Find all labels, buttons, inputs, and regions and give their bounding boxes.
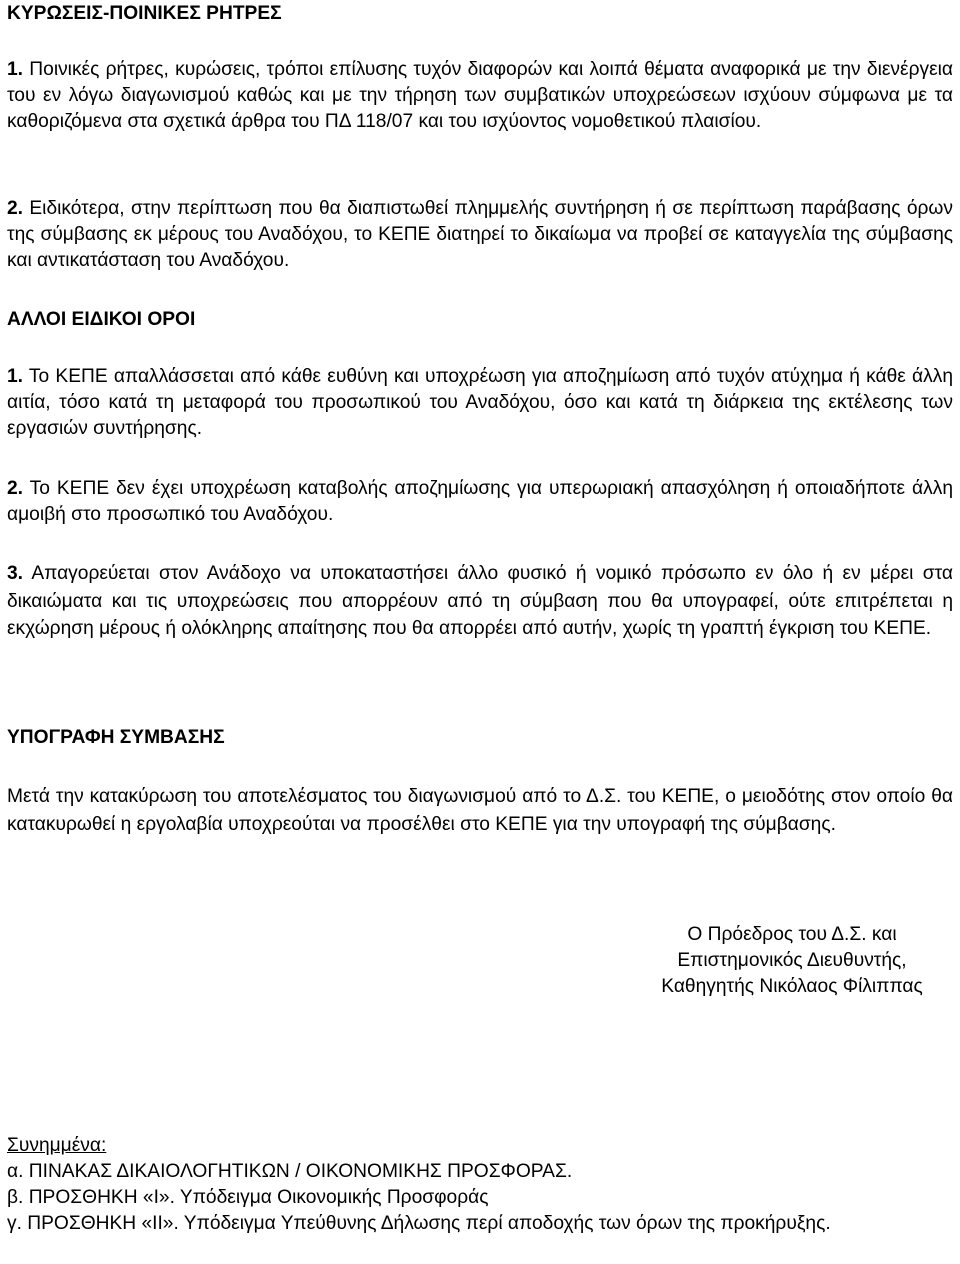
attachments-list (7, 1133, 953, 1237)
section-title-sanctions: ΚΥΡΩΣΕΙΣ-ΠΟΙΝΙΚΕΣ ΡΗΤΡΕΣ (7, 3, 282, 24)
signature-line-3: Καθηγητής Νικόλαος Φίλιππας (661, 976, 923, 997)
paragraph-number: 1. (7, 59, 24, 80)
sanctions-paragraph-2 (7, 196, 953, 274)
paragraph-text: Ποινικές ρήτρες, κυρώσεις, τρόποι επίλυσης τυχόν διαφορών και λοιπά θέματα αναφορικά με την διενέργεια του εν λόγω διαγωνισμού καθώς και με την τήρηση των συμβατικών υποχρεώσεων ισχύουν σύμφωνα με τα καθοριζόμενα στα σχετικά άρθρα του ΠΔ 118/07 και του ισχύοντος νομοθετικού πλαισίου. (7, 59, 953, 132)
paragraph-number: 2. (7, 198, 24, 219)
paragraph-number: 3. (7, 563, 24, 584)
other-terms-paragraph-2 (7, 476, 953, 528)
signature-block (627, 922, 957, 1000)
signature-line-2: Επιστημονικός Διευθυντής, (677, 950, 907, 971)
paragraph-text: Ειδικότερα, στην περίπτωση που θα διαπιστωθεί πλημμελής συντήρηση ή σε περίπτωση παράβασης όρων της σύμβασης εκ μέρους του Αναδόχου, το ΚΕΠΕ διατηρεί το δικαίωμα να προβεί σε καταγγελία της σύμβασης και αντικατάσταση του Αναδόχου. (7, 198, 953, 271)
attachments-title: Συνημμένα: (7, 1135, 107, 1156)
paragraph-number: 2. (7, 478, 24, 499)
paragraph-number: 1. (7, 366, 24, 387)
signature-line-1: Ο Πρόεδρος του Δ.Σ. και (687, 924, 897, 945)
sanctions-paragraph-1 (7, 57, 953, 135)
attachment-item: γ. ΠΡΟΣΘΗΚΗ «ΙΙ». Υπόδειγμα Υπεύθυνης Δήλωσης περί αποδοχής των όρων της προκήρυξης. (7, 1213, 831, 1234)
other-terms-paragraph-1 (7, 364, 953, 442)
attachment-item: β. ΠΡΟΣΘΗΚΗ «Ι». Υπόδειγμα Οικονομικής Προσφοράς (7, 1187, 489, 1208)
paragraph-text: Το ΚΕΠΕ απαλλάσσεται από κάθε ευθύνη και υποχρέωση για αποζημίωση από τυχόν ατύχημα ή κάθε άλλη αιτία, τόσο κατά τη μεταφορά του προσωπικού του Αναδόχου, όσο και κατά τη διάρκεια της εκτέλεσης των εργασιών συντήρησης. (7, 366, 953, 439)
attachment-item: α. ΠΙΝΑΚΑΣ ΔΙΚΑΙΟΛΟΓΗΤΙΚΩΝ / ΟΙΚΟΝΟΜΙΚΗΣ ΠΡΟΣΦΟΡΑΣ. (7, 1161, 573, 1182)
paragraph-text: Το ΚΕΠΕ δεν έχει υποχρέωση καταβολής αποζημίωσης για υπερωριακή απασχόληση ή οποιαδήποτε άλλη αμοιβή στο προσωπικό του Αναδόχου. (7, 478, 953, 525)
other-terms-paragraph-3 (7, 560, 953, 643)
section-title-other-terms: ΑΛΛΟΙ ΕΙΔΙΚΟΙ ΟΡΟΙ (7, 309, 196, 330)
section-title-signing: ΥΠΟΓΡΑΦΗ ΣΥΜΒΑΣΗΣ (7, 727, 225, 748)
paragraph-text: Απαγορεύεται στον Ανάδοχο να υποκαταστήσει άλλο φυσικό ή νομικό πρόσωπο εν όλο ή εν μέρει στα δικαιώματα και τις υποχρεώσεις που απορρέουν από τη σύμβαση που θα υπογραφεί, ούτε επιτρέπεται η εκχώρηση μέρους ή ολόκληρης απαίτησης που θα απορρέει από αυτήν, χωρίς τη γραπτή έγκριση του ΚΕΠΕ. (7, 563, 953, 639)
signing-paragraph: Μετά την κατακύρωση του αποτελέσματος του διαγωνισμού από το Δ.Σ. του ΚΕΠΕ, ο μειοδότης στον οποίο θα κατακυρωθεί η εργολαβία υποχρεούται να προσέλθει στο ΚΕΠΕ για την υπογραφή της σύμβασης. (7, 786, 953, 835)
